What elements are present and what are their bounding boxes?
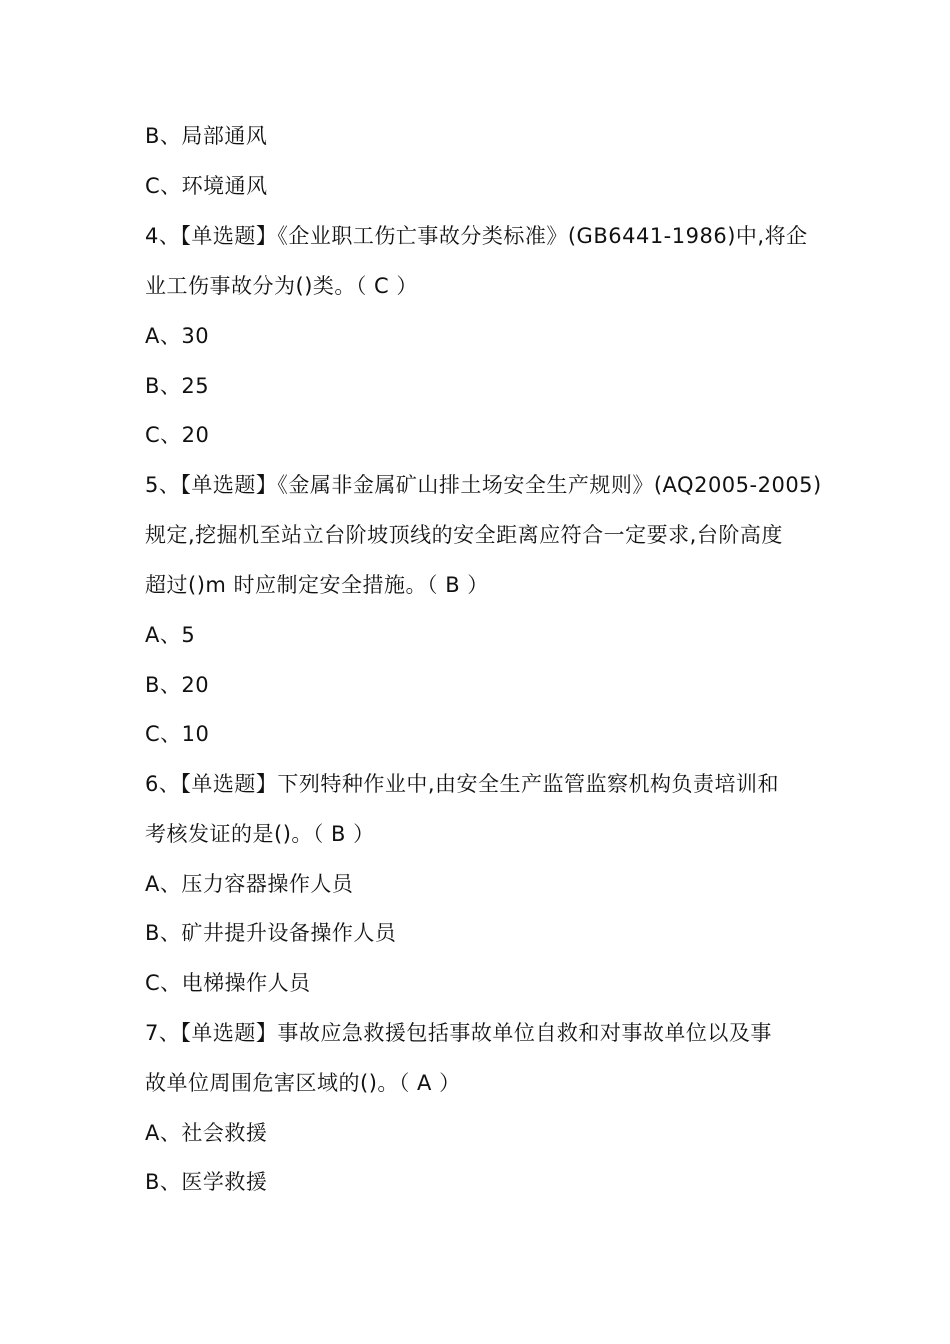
question-6-line-2: 考核发证的是()。（ B ） xyxy=(145,822,375,846)
option-4a: A、30 xyxy=(145,324,210,348)
option-4c: C、20 xyxy=(145,423,210,447)
option-6b: B、矿井提升设备操作人员 xyxy=(145,921,397,945)
question-7-line-1: 7、【单选题】事故应急救援包括事故单位自救和对事故单位以及事 xyxy=(145,1021,772,1045)
question-6-line-1: 6、【单选题】下列特种作业中,由安全生产监管监察机构负责培训和 xyxy=(145,772,780,796)
question-7-line-2: 故单位周围危害区域的()。（ A ） xyxy=(145,1071,461,1095)
option-5c: C、10 xyxy=(145,722,210,746)
option-3c: C、环境通风 xyxy=(145,174,268,198)
option-4b: B、25 xyxy=(145,374,210,398)
option-5a: A、5 xyxy=(145,623,196,647)
question-4-line-1: 4、【单选题】《企业职工伤亡事故分类标准》(GB6441-1986)中,将企 xyxy=(145,224,808,248)
question-5-line-2: 规定,挖掘机至站立台阶坡顶线的安全距离应符合一定要求,台阶高度 xyxy=(145,523,783,547)
option-5b: B、20 xyxy=(145,673,210,697)
option-7a: A、社会救援 xyxy=(145,1121,268,1145)
question-4-line-2: 业工伤事故分为()类。（ C ） xyxy=(145,274,418,298)
option-3b: B、局部通风 xyxy=(145,124,268,148)
option-6a: A、压力容器操作人员 xyxy=(145,872,354,896)
option-6c: C、电梯操作人员 xyxy=(145,971,311,995)
question-5-line-3: 超过()m 时应制定安全措施。（ B ） xyxy=(145,573,489,597)
option-7b: B、医学救援 xyxy=(145,1170,268,1194)
question-5-line-1: 5、【单选题】《金属非金属矿山排土场安全生产规则》(AQ2005-2005) xyxy=(145,473,822,497)
